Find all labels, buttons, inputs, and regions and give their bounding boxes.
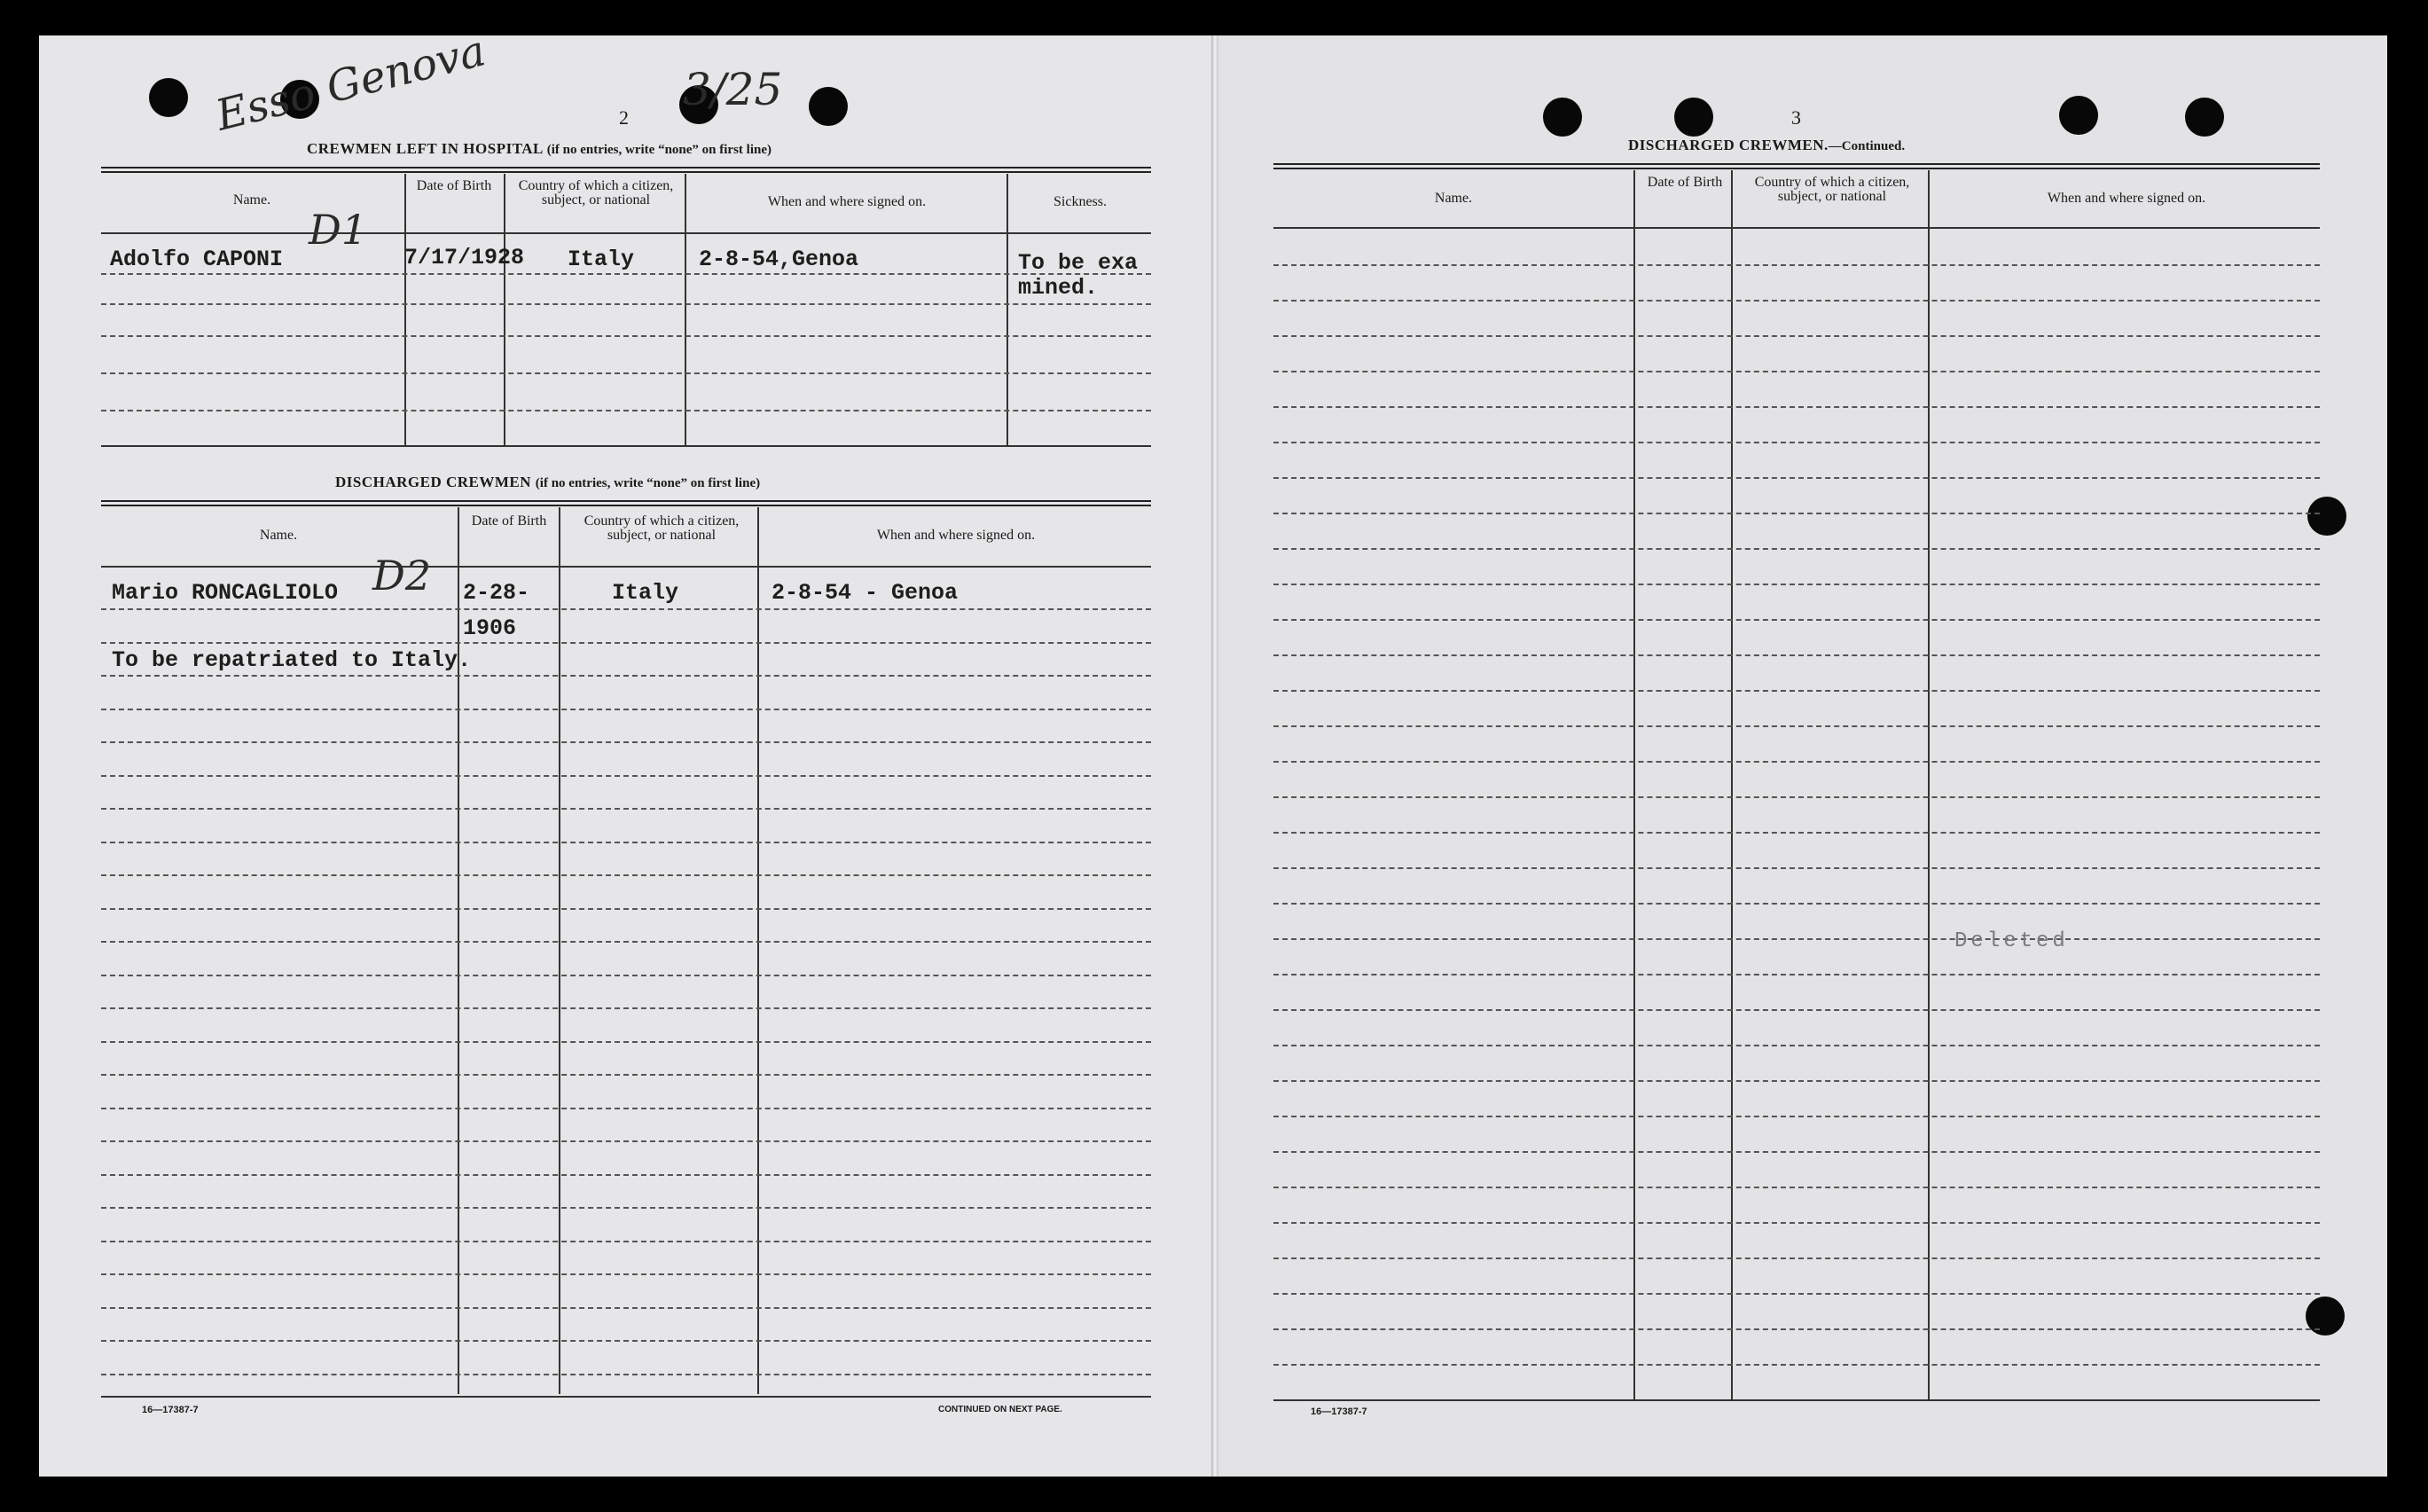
handwritten-mark-d2: D2 — [372, 552, 432, 599]
right-page — [1215, 35, 2387, 1477]
column-divider — [504, 174, 505, 447]
header-rule — [101, 566, 1151, 568]
entry-line — [101, 1273, 1151, 1275]
right-title-text: DISCHARGED CREWMEN. — [1628, 137, 1829, 153]
discharged-row-country: Italy — [612, 580, 679, 606]
section-bottom-rule — [101, 445, 1151, 447]
column-divider — [1928, 170, 1930, 1401]
discharged-row-dob: 2-28- — [463, 580, 530, 606]
entry-line — [101, 741, 1151, 743]
entry-line — [1273, 690, 2320, 692]
col-header-signed: When and where signed on. — [876, 528, 1036, 543]
entry-line — [1273, 974, 2320, 975]
entry-line — [1273, 371, 2320, 372]
punch-hole — [1674, 98, 1713, 137]
entry-line — [101, 842, 1151, 843]
discharged-section-title — [335, 474, 760, 491]
entry-line — [1273, 796, 2320, 798]
page-number: 2 — [619, 106, 629, 129]
entry-line — [1273, 1257, 2320, 1259]
entry-line — [101, 975, 1151, 976]
discharged-row-note: To be repatriated to Italy. — [112, 647, 472, 673]
punch-hole — [2185, 98, 2224, 137]
entry-line — [1273, 548, 2320, 550]
column-divider — [1731, 170, 1733, 1401]
double-rule — [1273, 163, 2320, 169]
col-header-name: Name. — [232, 192, 271, 208]
entry-line — [1273, 654, 2320, 656]
entry-line — [101, 941, 1151, 943]
col-header-dob: Date of Birth — [1647, 175, 1723, 190]
entry-line — [1273, 442, 2320, 443]
hospital-row-sickness: To be exa — [1018, 250, 1139, 276]
page-fold — [1211, 35, 1218, 1477]
page-bottom-rule — [101, 1396, 1151, 1398]
discharged-title-text: DISCHARGED CREWMEN — [335, 474, 532, 490]
entry-line — [1273, 1116, 2320, 1117]
col-header-name: Name. — [1434, 191, 1473, 206]
hospital-title-note: (if no entries, write “none” on first line) — [546, 143, 771, 157]
entry-line — [101, 1074, 1151, 1076]
entry-line — [101, 1207, 1151, 1209]
hospital-row-country: Italy — [568, 247, 635, 272]
entry-line — [101, 372, 1151, 374]
punch-hole — [2307, 497, 2346, 536]
continued-note: CONTINUED ON NEXT PAGE. — [938, 1405, 1062, 1414]
right-title-suffix: —Continued. — [1828, 139, 1906, 153]
col-header-sickness: Sickness. — [1053, 194, 1107, 209]
col-header-name: Name. — [259, 528, 298, 543]
entry-line — [1273, 903, 2320, 905]
handwritten-mark-d1: D1 — [309, 206, 368, 254]
header-rule — [1273, 227, 2320, 229]
entry-line — [1273, 832, 2320, 834]
col-header-signed: When and where signed on. — [2047, 191, 2206, 206]
entry-line — [1273, 1222, 2320, 1224]
entry-line — [101, 1307, 1151, 1309]
entry-line — [1273, 725, 2320, 727]
discharged-row-name: Mario RONCAGLIOLO — [112, 580, 339, 606]
entry-line — [101, 642, 1151, 644]
entry-line — [1273, 513, 2320, 514]
double-rule — [101, 500, 1151, 506]
discharged-row-signed: 2-8-54 - Genoa — [771, 580, 959, 606]
entry-line — [1273, 1080, 2320, 1082]
entry-line — [101, 1041, 1151, 1043]
entry-line — [101, 874, 1151, 876]
entry-line — [1273, 1009, 2320, 1011]
entry-line — [101, 1108, 1151, 1109]
punch-hole — [1543, 98, 1582, 137]
hospital-row-dob: 7/17/1928 — [404, 245, 525, 270]
entry-line — [101, 908, 1151, 910]
col-header-country: Country of which a citizen, subject, or national — [584, 513, 740, 543]
entry-line — [101, 1140, 1151, 1142]
col-header-country: Country of which a citizen, subject, or national — [1754, 175, 1910, 204]
entry-line — [1273, 1364, 2320, 1366]
entry-line — [101, 709, 1151, 710]
entry-line — [1273, 1328, 2320, 1330]
form-number: 16—17387-7 — [1311, 1406, 1367, 1417]
entry-line — [101, 1007, 1151, 1009]
entry-line — [101, 608, 1151, 610]
hospital-title-text: CREWMEN LEFT IN HOSPITAL — [307, 140, 543, 157]
entry-line — [1273, 300, 2320, 302]
entry-line — [101, 273, 1151, 275]
entry-line — [1273, 584, 2320, 585]
entry-line — [1273, 1045, 2320, 1046]
entry-line — [101, 1374, 1151, 1375]
entry-line — [101, 808, 1151, 810]
entry-line — [1273, 1187, 2320, 1188]
column-divider — [685, 174, 686, 447]
entry-line — [1273, 406, 2320, 408]
discharged-row-dob-cont: 1906 — [463, 615, 517, 641]
double-rule — [101, 167, 1151, 173]
entry-line — [101, 675, 1151, 677]
hospital-section-title — [307, 140, 771, 158]
col-header-signed: When and where signed on. — [767, 194, 927, 209]
entry-line — [1273, 1151, 2320, 1153]
punch-hole — [2059, 96, 2098, 135]
punch-hole — [809, 87, 848, 126]
hospital-row-sickness-cont: mined. — [1018, 275, 1099, 301]
column-divider — [404, 174, 406, 447]
column-divider — [757, 507, 759, 1394]
faint-stamp: Deleted — [1954, 929, 2069, 953]
handwritten-ship-note: Esso Genova — [210, 26, 490, 141]
hospital-row-name: Adolfo CAPONI — [110, 247, 284, 272]
col-header-country: Country of which a citizen, subject, or national — [518, 178, 674, 208]
entry-line — [1273, 619, 2320, 621]
entry-line — [1273, 1293, 2320, 1295]
hospital-row-signed: 2-8-54,Genoa — [699, 247, 859, 272]
entry-line — [101, 410, 1151, 411]
entry-line — [101, 1174, 1151, 1176]
header-rule — [101, 232, 1151, 234]
column-divider — [559, 507, 560, 1394]
right-section-title — [1628, 137, 1905, 154]
col-header-dob: Date of Birth — [471, 513, 547, 529]
entry-line — [101, 335, 1151, 337]
entry-line — [101, 775, 1151, 777]
entry-line — [101, 303, 1151, 305]
column-divider — [1006, 174, 1008, 447]
entry-line — [101, 1241, 1151, 1242]
entry-line — [1273, 938, 2320, 940]
entry-line — [1273, 867, 2320, 869]
entry-line — [1273, 264, 2320, 266]
handwritten-reference: 3/25 — [683, 64, 783, 115]
discharged-title-note: (if no entries, write “none” on first line) — [535, 476, 761, 490]
punch-hole — [149, 78, 188, 117]
entry-line — [101, 1340, 1151, 1342]
form-number: 16—17387-7 — [142, 1405, 199, 1415]
entry-line — [1273, 335, 2320, 337]
entry-line — [1273, 761, 2320, 763]
entry-line — [1273, 477, 2320, 479]
page-bottom-rule — [1273, 1399, 2320, 1401]
col-header-dob: Date of Birth — [416, 178, 492, 193]
page-number: 3 — [1791, 106, 1801, 129]
column-divider — [1633, 170, 1635, 1401]
column-divider — [458, 507, 459, 1394]
